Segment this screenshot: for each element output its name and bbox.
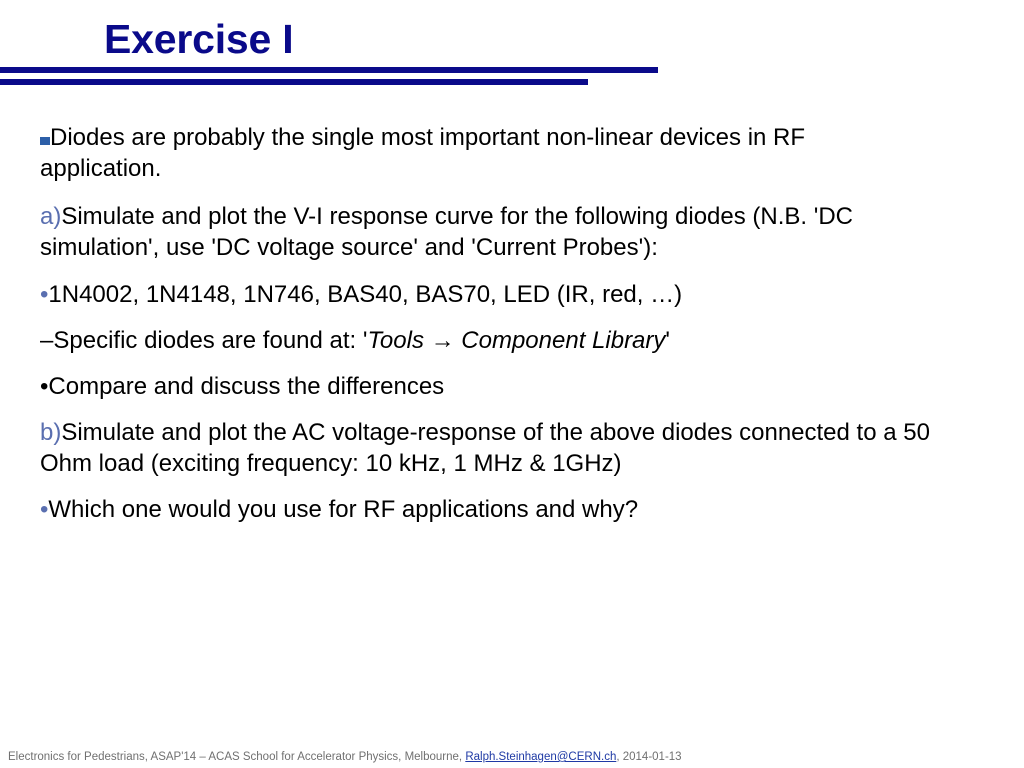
slide-content	[40, 122, 1000, 525]
title-underline-top	[0, 67, 658, 73]
library-path: Tools → Component Library	[367, 327, 666, 354]
diode-list-text: 1N4002, 1N4148, 1N746, BAS40, BAS70, LED (IR, red, …)	[48, 281, 683, 308]
title-underline-bottom	[0, 79, 588, 85]
dash-marker: –	[40, 327, 54, 354]
bullet-dot-icon: •	[40, 281, 49, 308]
footer-email-link[interactable]: Ralph.Steinhagen@CERN.ch	[465, 751, 617, 763]
diode-list-item	[40, 279, 1000, 310]
which-text: Which one would you use for RF applications and why?	[48, 496, 639, 523]
compare-text: Compare and discuss the differences	[48, 373, 445, 400]
square-bullet-icon	[40, 137, 50, 145]
library-hint-suffix: '	[665, 327, 670, 354]
item-a-line-1: Simulate and plot the V-I response curve for the following diodes (N.B. 'DC	[61, 203, 853, 230]
item-b-line-2: Ohm load (exciting frequency: 10 kHz, 1 MHz & 1GHz)	[40, 450, 622, 477]
item-a-paragraph	[40, 201, 1000, 263]
item-b-paragraph	[40, 417, 1000, 479]
bullet-dot-icon: •	[40, 496, 49, 523]
intro-line-2: application.	[40, 155, 162, 182]
compare-item	[40, 371, 1000, 402]
slide-footer	[8, 750, 682, 764]
footer-date: , 2014-01-13	[616, 751, 682, 763]
intro-line-1: Diodes are probably the single most important non-linear devices in RF	[50, 124, 806, 151]
which-item	[40, 494, 1000, 525]
footer-text: Electronics for Pedestrians, ASAP'14 – ACAS School for Accelerator Physics, Melbourne,	[8, 751, 466, 763]
bullet-dot-icon: •	[40, 373, 49, 400]
library-hint-prefix: Specific diodes are found at: '	[53, 327, 368, 354]
item-b-line-1: Simulate and plot the AC voltage-response of the above diodes connected to a 50	[61, 419, 930, 446]
intro-paragraph	[40, 122, 1000, 184]
item-b-marker: b)	[40, 419, 62, 446]
item-a-marker: a)	[40, 203, 62, 230]
item-a-line-2: simulation', use 'DC voltage source' and 'Current Probes'):	[40, 234, 658, 261]
slide-title: Exercise I	[104, 16, 294, 62]
library-hint-item	[40, 325, 1000, 356]
